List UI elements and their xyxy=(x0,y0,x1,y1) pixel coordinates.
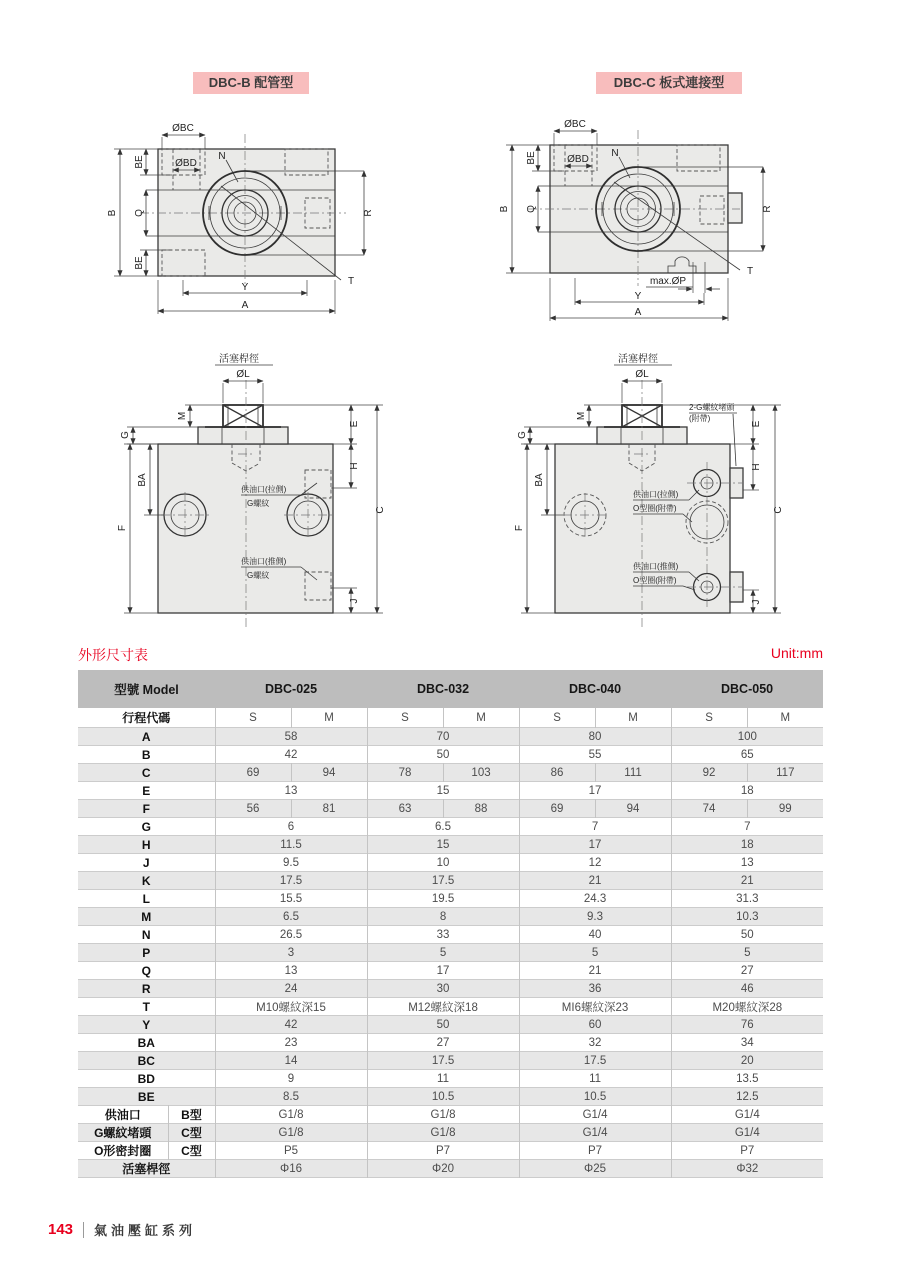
cell-value: 21 xyxy=(519,962,671,980)
cell-value: 13.5 xyxy=(671,1070,823,1088)
oring-label-top: O型圈(附帶) xyxy=(633,504,677,513)
cell-value: 94 xyxy=(595,800,671,818)
table-row xyxy=(78,926,823,944)
cell-value: 65 xyxy=(671,746,823,764)
cell-value: 78 xyxy=(367,764,443,782)
cell-value: 50 xyxy=(367,746,519,764)
cell-value: MI6螺紋深23 xyxy=(519,998,671,1016)
model-dbc-040: DBC-040 xyxy=(519,670,671,708)
dim-label-t: T xyxy=(746,266,754,277)
cell-value: 50 xyxy=(367,1016,519,1034)
cell-value: 7 xyxy=(671,818,823,836)
table-row xyxy=(78,980,823,998)
model-dbc-032: DBC-032 xyxy=(367,670,519,708)
dim-label-q: Q xyxy=(134,209,145,217)
cell-value: 81 xyxy=(291,800,367,818)
table-row xyxy=(78,1034,823,1052)
g-thread-label: G螺紋 xyxy=(247,499,270,508)
row-label: G xyxy=(141,819,151,834)
table-row xyxy=(78,764,823,782)
dimension-table-body xyxy=(78,728,823,1178)
cell-value: P7 xyxy=(519,1142,671,1160)
dim-label-m: M xyxy=(177,411,188,421)
cell-value: 12 xyxy=(519,854,671,872)
cell-value: 36 xyxy=(519,980,671,998)
cell-value: 33 xyxy=(367,926,519,944)
cell-value: M10螺紋深15 xyxy=(215,998,367,1016)
cell-value: G1/8 xyxy=(367,1124,519,1142)
dim-label-h: H xyxy=(751,463,762,471)
row-label: L xyxy=(142,891,150,906)
cell-value: 117 xyxy=(747,764,823,782)
row-label: R xyxy=(141,981,151,996)
cell-value: 70 xyxy=(367,728,519,746)
stroke-s: S xyxy=(519,708,595,728)
cell-value: 60 xyxy=(519,1016,671,1034)
cell-value: 12.5 xyxy=(671,1088,823,1106)
cell-value: 17 xyxy=(367,962,519,980)
stroke-m: M xyxy=(747,708,823,728)
row-label: Y xyxy=(142,1017,151,1032)
cell-value: 17.5 xyxy=(367,872,519,890)
plug-note-line2: (附帶) xyxy=(689,414,711,423)
cell-value: P5 xyxy=(215,1142,367,1160)
cell-value: Φ32 xyxy=(671,1160,823,1178)
cell-value: 7 xyxy=(519,818,671,836)
cell-value: 24.3 xyxy=(519,890,671,908)
cell-value: 27 xyxy=(367,1034,519,1052)
cell-value: 20 xyxy=(671,1052,823,1070)
row-label: C型 xyxy=(168,1124,215,1142)
cell-value: 18 xyxy=(671,836,823,854)
row-label: C xyxy=(141,765,151,780)
dim-label-g: G xyxy=(120,431,131,439)
dim-label-y: Y xyxy=(634,291,642,302)
cell-value: 50 xyxy=(671,926,823,944)
stroke-code-row xyxy=(78,708,823,728)
cell-value: 11 xyxy=(367,1070,519,1088)
cell-value: 13 xyxy=(671,854,823,872)
rod-dia-title: 活塞桿徑 xyxy=(219,354,259,365)
table-row xyxy=(78,1070,823,1088)
cell-value: 69 xyxy=(215,764,291,782)
table-row xyxy=(78,1142,823,1160)
dim-label-a: A xyxy=(241,300,249,311)
cell-value: 94 xyxy=(291,764,367,782)
port-pull-label: 供油口(拉側) xyxy=(633,490,679,499)
port-push-label: 供油口(推側) xyxy=(633,562,679,571)
cell-value: 13 xyxy=(215,962,367,980)
dim-label-c: C xyxy=(773,506,784,514)
dim-label-be2: BE xyxy=(134,256,145,270)
cell-value: 55 xyxy=(519,746,671,764)
row-label: E xyxy=(142,783,151,798)
model-header-label: 型號 Model xyxy=(78,670,215,708)
cell-value: 10.5 xyxy=(519,1088,671,1106)
cell-value: 88 xyxy=(443,800,519,818)
footer-divider xyxy=(83,1222,84,1238)
series-title: 氣油壓缸系列 xyxy=(94,1223,197,1238)
table-row xyxy=(78,1124,823,1142)
cell-value: 17 xyxy=(519,836,671,854)
cell-value: 14 xyxy=(215,1052,367,1070)
row-label: N xyxy=(141,927,151,942)
cell-value: 56 xyxy=(215,800,291,818)
cell-value: G1/4 xyxy=(519,1124,671,1142)
row-label: G螺紋堵頭 xyxy=(94,1126,152,1140)
table-title: 外形尺寸表 xyxy=(78,647,148,663)
table-row xyxy=(78,890,823,908)
dim-label-e: E xyxy=(751,420,762,428)
dim-label-be: BE xyxy=(134,155,145,169)
cell-value: 15 xyxy=(367,836,519,854)
stroke-s: S xyxy=(367,708,443,728)
drawing-dbc-c-side xyxy=(485,350,805,635)
cell-value: G1/8 xyxy=(367,1106,519,1124)
type-badge-dbc-b: DBC-B 配管型 xyxy=(193,72,309,94)
dim-label-obc: ØBC xyxy=(564,119,586,130)
cell-value: 92 xyxy=(671,764,747,782)
table-row xyxy=(78,782,823,800)
dim-label-n: N xyxy=(611,148,619,159)
type-badge-dbc-c: DBC-C 板式連接型 xyxy=(596,72,742,94)
cell-value: G1/4 xyxy=(519,1106,671,1124)
drawing-dbc-b-top xyxy=(88,112,398,330)
cell-value: Φ20 xyxy=(367,1160,519,1178)
dim-label-j: J xyxy=(751,599,762,605)
dim-label-m: M xyxy=(576,411,587,421)
cell-value: 34 xyxy=(671,1034,823,1052)
row-label: K xyxy=(141,873,151,888)
cell-value: 5 xyxy=(367,944,519,962)
row-label: M xyxy=(141,909,152,924)
dim-label-g: G xyxy=(517,431,528,439)
dim-label-obc: ØBC xyxy=(172,123,194,134)
stroke-m: M xyxy=(595,708,671,728)
cell-value: 111 xyxy=(595,764,671,782)
page-number: 143 xyxy=(48,1221,74,1238)
stroke-m: M xyxy=(443,708,519,728)
row-label: Q xyxy=(141,963,151,978)
cell-value: 24 xyxy=(215,980,367,998)
row-label: BE xyxy=(137,1089,155,1104)
cell-value: 10 xyxy=(367,854,519,872)
dim-label-c: C xyxy=(375,506,386,514)
cell-value: 17.5 xyxy=(215,872,367,890)
dimension-table xyxy=(78,670,823,1178)
row-label: BC xyxy=(137,1053,155,1068)
row-label: BA xyxy=(137,1035,155,1050)
dim-label-obd: ØBD xyxy=(175,158,197,169)
drawing-dbc-c-top xyxy=(478,112,813,330)
table-row xyxy=(78,1160,823,1178)
cell-value: 13 xyxy=(215,782,367,800)
table-row xyxy=(78,728,823,746)
table-row xyxy=(78,908,823,926)
row-label: A xyxy=(141,729,151,744)
cell-value: 6 xyxy=(215,818,367,836)
dim-label-q: Q xyxy=(526,205,537,213)
table-row xyxy=(78,746,823,764)
cell-value: 18 xyxy=(671,782,823,800)
stroke-m: M xyxy=(291,708,367,728)
cell-value: 11.5 xyxy=(215,836,367,854)
cell-value: 10.3 xyxy=(671,908,823,926)
cell-value: G1/8 xyxy=(215,1106,367,1124)
table-row xyxy=(78,1088,823,1106)
cell-value: G1/4 xyxy=(671,1106,823,1124)
table-row xyxy=(78,872,823,890)
model-dbc-025: DBC-025 xyxy=(215,670,367,708)
cell-value: G1/8 xyxy=(215,1124,367,1142)
dim-label-b: B xyxy=(107,209,118,217)
row-label: 活塞桿徑 xyxy=(122,1162,171,1176)
dim-label-f: F xyxy=(514,524,525,532)
row-label: P xyxy=(142,945,151,960)
page-footer xyxy=(48,1220,196,1239)
drawing-dbc-b-side xyxy=(105,350,395,635)
cell-value: 27 xyxy=(671,962,823,980)
table-row xyxy=(78,800,823,818)
cell-value: 32 xyxy=(519,1034,671,1052)
cell-value: 5 xyxy=(519,944,671,962)
table-row xyxy=(78,854,823,872)
cell-value: P7 xyxy=(671,1142,823,1160)
cell-value: Φ16 xyxy=(215,1160,367,1178)
cell-value: 5 xyxy=(671,944,823,962)
dim-label-e: E xyxy=(349,420,360,428)
stroke-s: S xyxy=(671,708,747,728)
cell-value: 23 xyxy=(215,1034,367,1052)
cell-value: G1/4 xyxy=(671,1124,823,1142)
table-row xyxy=(78,818,823,836)
dim-label-r: R xyxy=(762,205,773,213)
cell-value: 11 xyxy=(519,1070,671,1088)
cell-value: 10.5 xyxy=(367,1088,519,1106)
cell-value: 21 xyxy=(519,872,671,890)
dim-label-f: F xyxy=(117,524,128,532)
model-header-row xyxy=(78,670,823,708)
dim-label-y: Y xyxy=(241,282,249,293)
cell-value: 6.5 xyxy=(215,908,367,926)
cell-value: 21 xyxy=(671,872,823,890)
cell-value: 15.5 xyxy=(215,890,367,908)
table-row xyxy=(78,1016,823,1034)
cell-value: 26.5 xyxy=(215,926,367,944)
g-thread-label2: G螺紋 xyxy=(247,571,270,580)
cell-value: 9 xyxy=(215,1070,367,1088)
row-label: B型 xyxy=(168,1106,215,1124)
cell-value: M12螺紋深18 xyxy=(367,998,519,1016)
cell-value: 40 xyxy=(519,926,671,944)
cell-value: 69 xyxy=(519,800,595,818)
cell-value: 100 xyxy=(671,728,823,746)
cell-value: 8.5 xyxy=(215,1088,367,1106)
cell-value: 9.5 xyxy=(215,854,367,872)
cell-value: 63 xyxy=(367,800,443,818)
table-row xyxy=(78,1052,823,1070)
plug-note-line1: 2-G螺紋堵頭 xyxy=(689,403,735,412)
cell-value: 86 xyxy=(519,764,595,782)
stroke-code-label: 行程代碼 xyxy=(122,711,171,725)
cell-value: 17.5 xyxy=(519,1052,671,1070)
dim-label-t: T xyxy=(347,276,355,287)
cell-value: 15 xyxy=(367,782,519,800)
cell-value: 6.5 xyxy=(367,818,519,836)
row-label: C型 xyxy=(168,1142,215,1160)
cell-value: 42 xyxy=(215,746,367,764)
table-row xyxy=(78,836,823,854)
cell-value: 8 xyxy=(367,908,519,926)
dim-label-b: B xyxy=(499,205,510,213)
cell-value: M20螺紋深28 xyxy=(671,998,823,1016)
cell-value: 17.5 xyxy=(367,1052,519,1070)
cell-value: 46 xyxy=(671,980,823,998)
rod-dia-title: 活塞桿徑 xyxy=(618,354,658,365)
row-label: F xyxy=(142,801,150,816)
dim-label-max-op: max.ØP xyxy=(649,276,687,287)
port-push-label: 供油口(推側) xyxy=(241,557,287,566)
row-label: T xyxy=(142,999,150,1014)
cell-value: 19.5 xyxy=(367,890,519,908)
dim-label-ba: BA xyxy=(534,473,545,487)
row-label: J xyxy=(142,855,150,870)
dim-label-a: A xyxy=(634,307,642,318)
dim-label-be: BE xyxy=(526,151,537,165)
table-row xyxy=(78,962,823,980)
table-unit: Unit:mm xyxy=(770,645,823,661)
cell-value: 76 xyxy=(671,1016,823,1034)
cell-value: 31.3 xyxy=(671,890,823,908)
row-label: O形密封圈 xyxy=(94,1144,152,1158)
cell-value: 103 xyxy=(443,764,519,782)
dim-label-ol: ØL xyxy=(236,369,250,380)
row-label: B xyxy=(141,747,151,762)
dim-label-n: N xyxy=(218,151,226,162)
row-label: 供油口 xyxy=(104,1108,141,1122)
dim-label-r: R xyxy=(363,209,374,217)
table-row xyxy=(78,998,823,1016)
cell-value: 30 xyxy=(367,980,519,998)
stroke-s: S xyxy=(215,708,291,728)
cell-value: 58 xyxy=(215,728,367,746)
cell-value: 9.3 xyxy=(519,908,671,926)
cell-value: 17 xyxy=(519,782,671,800)
table-row xyxy=(78,1106,823,1124)
row-label: H xyxy=(141,837,151,852)
cell-value: Φ25 xyxy=(519,1160,671,1178)
cell-value: P7 xyxy=(367,1142,519,1160)
cell-value: 80 xyxy=(519,728,671,746)
dim-label-h: H xyxy=(349,462,360,470)
row-label: BD xyxy=(137,1071,155,1086)
dim-label-obd: ØBD xyxy=(567,154,589,165)
oring-label-bottom: O型圈(附帶) xyxy=(633,576,677,585)
cell-value: 3 xyxy=(215,944,367,962)
cell-value: 42 xyxy=(215,1016,367,1034)
model-dbc-050: DBC-050 xyxy=(671,670,823,708)
cell-value: 74 xyxy=(671,800,747,818)
dim-label-ba: BA xyxy=(137,473,148,487)
table-row xyxy=(78,944,823,962)
dim-label-j: J xyxy=(349,598,360,604)
dim-label-ol: ØL xyxy=(635,369,649,380)
cell-value: 99 xyxy=(747,800,823,818)
port-pull-label: 供油口(拉側) xyxy=(241,485,287,494)
